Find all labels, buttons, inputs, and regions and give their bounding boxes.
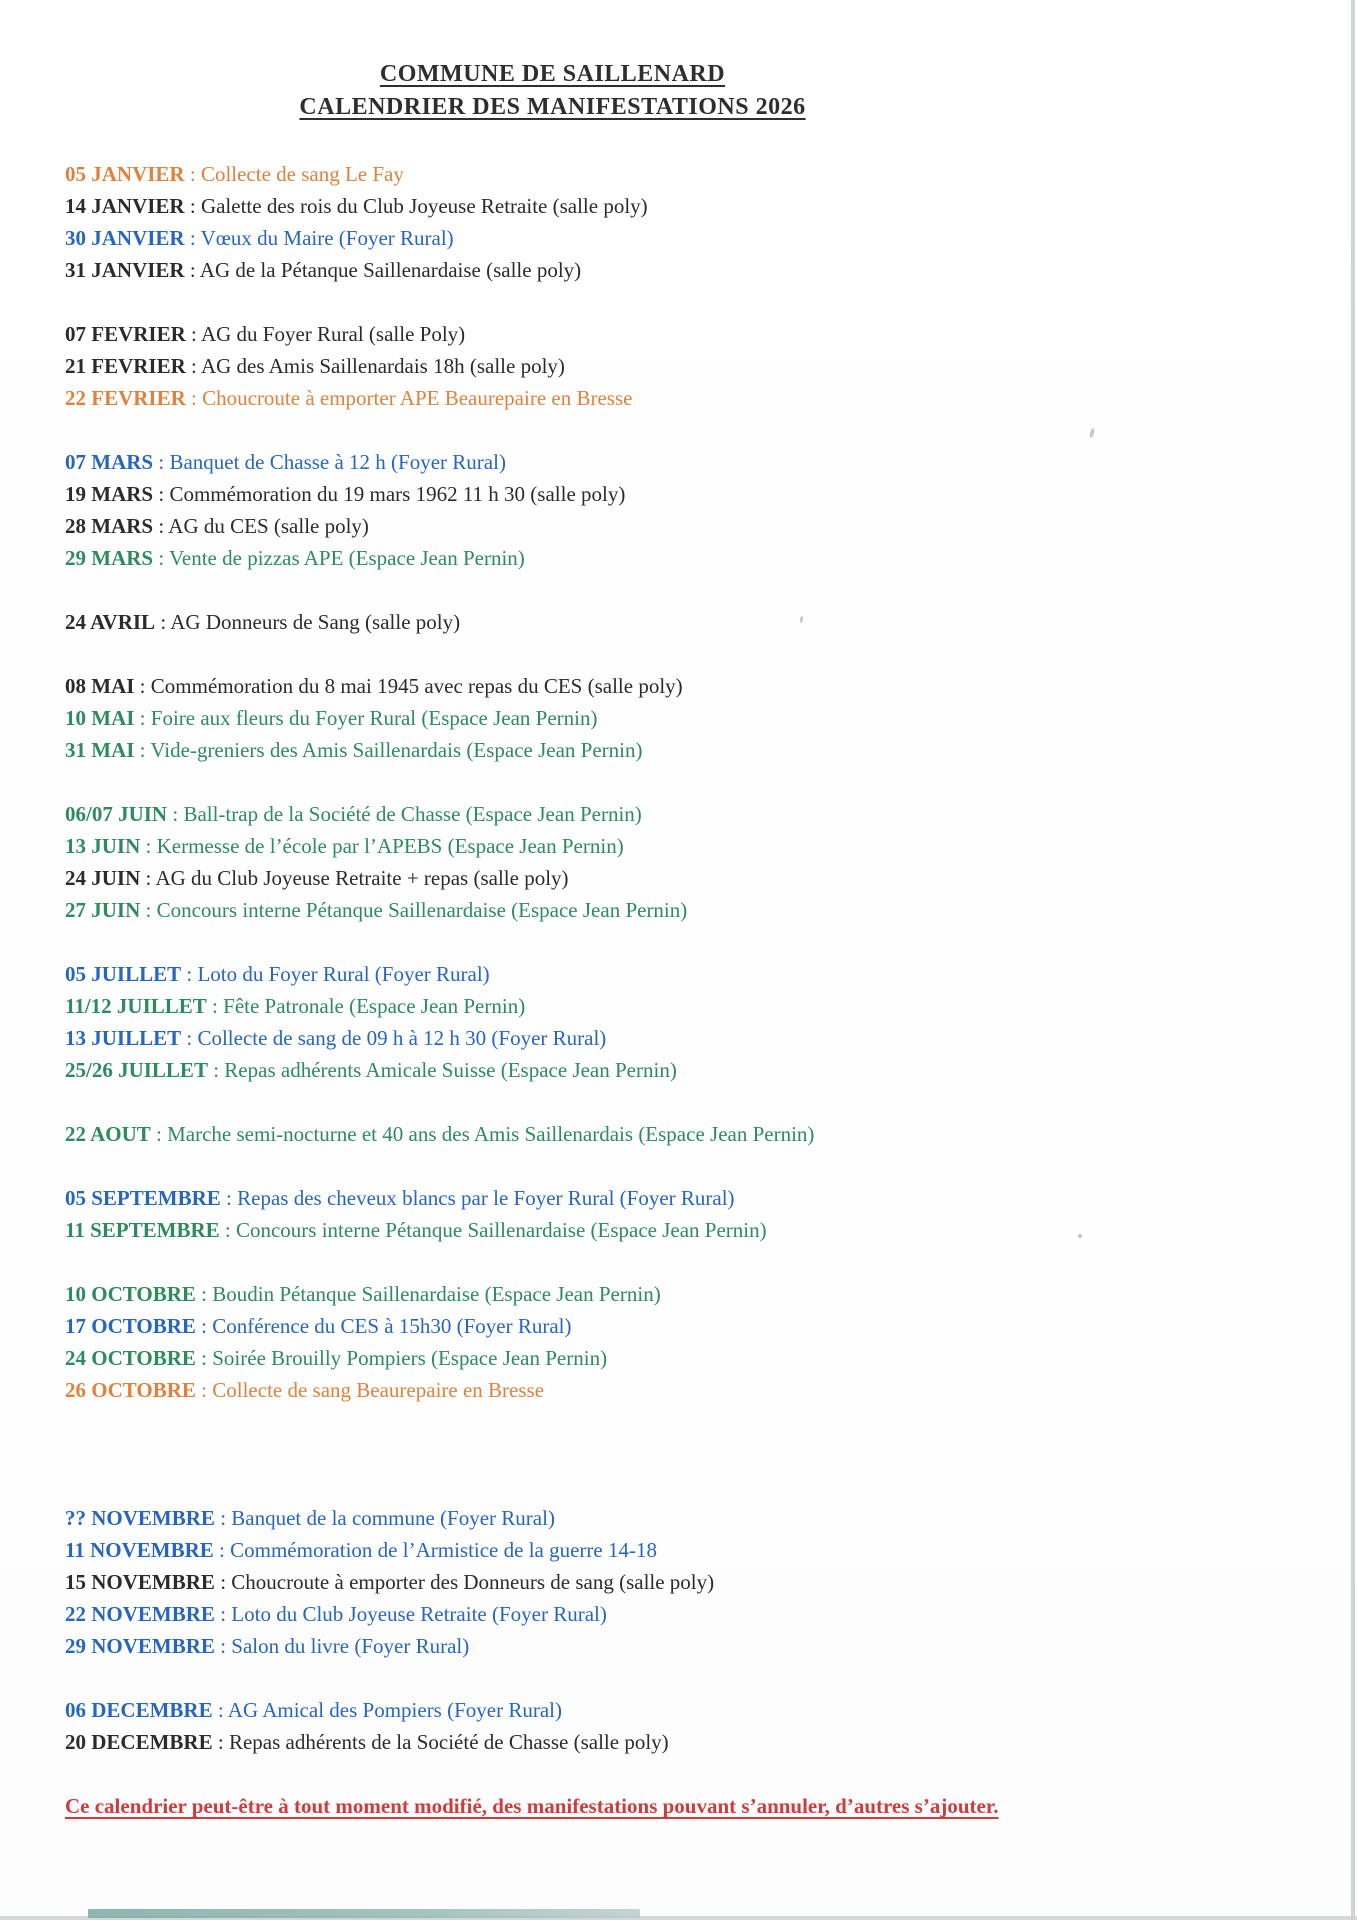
event-date: 31 MAI bbox=[65, 738, 135, 762]
event-text: Galette des rois du Club Joyeuse Retraite (salle poly) bbox=[200, 194, 648, 218]
event-text: Concours interne Pétanque Saillenardaise (Espace Jean Pernin) bbox=[156, 898, 688, 922]
event-date: ?? NOVEMBRE bbox=[65, 1506, 215, 1530]
event-line bbox=[65, 702, 1040, 734]
event-separator: : bbox=[134, 706, 151, 730]
event-date: 29 NOVEMBRE bbox=[65, 1634, 215, 1658]
event-text: Choucroute à emporter des Donneurs de sang (salle poly) bbox=[231, 1570, 715, 1594]
event-line bbox=[65, 318, 1040, 350]
event-separator: : bbox=[140, 834, 157, 858]
event-line bbox=[65, 510, 1040, 542]
event-text: Fête Patronale (Espace Jean Pernin) bbox=[223, 994, 526, 1018]
event-separator: : bbox=[195, 1378, 213, 1402]
event-date: 11 NOVEMBRE bbox=[65, 1538, 214, 1562]
event-text: Boudin Pétanque Saillenardaise (Espace Jean Pernin) bbox=[212, 1282, 661, 1306]
event-separator: : bbox=[153, 482, 170, 506]
event-text: Marche semi-nocturne et 40 ans des Amis Saillenardais (Espace Jean Pernin) bbox=[167, 1122, 815, 1146]
event-line bbox=[65, 158, 1040, 190]
event-date: 05 JUILLET bbox=[65, 962, 182, 986]
scan-edge-right bbox=[1351, 0, 1355, 1920]
event-line bbox=[65, 1118, 1040, 1150]
event-text: AG de la Pétanque Saillenardaise (salle poly) bbox=[199, 258, 582, 282]
event-text: AG du Foyer Rural (salle Poly) bbox=[200, 322, 466, 346]
event-line bbox=[65, 1630, 1040, 1662]
event-date: 20 DECEMBRE bbox=[65, 1730, 213, 1754]
event-line bbox=[65, 1598, 1040, 1630]
event-date: 10 MAI bbox=[65, 706, 135, 730]
event-text: AG Amical des Pompiers (Foyer Rural) bbox=[227, 1698, 562, 1722]
document-title bbox=[65, 58, 1040, 124]
event-date: 28 MARS bbox=[65, 514, 154, 538]
event-date: 22 NOVEMBRE bbox=[65, 1602, 215, 1626]
event-text: Collecte de sang Beaurepaire en Bresse bbox=[212, 1378, 545, 1402]
events-list bbox=[65, 158, 1040, 1758]
event-separator: : bbox=[153, 546, 170, 570]
event-date: 24 OCTOBRE bbox=[65, 1346, 196, 1370]
event-line bbox=[65, 382, 1040, 414]
event-date: 13 JUILLET bbox=[65, 1026, 182, 1050]
event-text: Commémoration de l’Armistice de la guerre 14-18 bbox=[230, 1538, 657, 1562]
scan-speck bbox=[1089, 428, 1095, 439]
event-line bbox=[65, 350, 1040, 382]
page-content bbox=[65, 58, 1040, 1823]
event-date: 06/07 JUIN bbox=[65, 802, 168, 826]
event-separator: : bbox=[153, 514, 169, 538]
event-line bbox=[65, 798, 1040, 830]
month-group-juin bbox=[65, 798, 1040, 926]
event-separator: : bbox=[214, 1634, 232, 1658]
event-separator: : bbox=[184, 226, 201, 250]
event-separator: : bbox=[185, 322, 201, 346]
event-line bbox=[65, 734, 1040, 766]
event-line bbox=[65, 1534, 1040, 1566]
event-separator: : bbox=[195, 1282, 213, 1306]
title-calendrier: CALENDRIER DES MANIFESTATIONS 2026 bbox=[299, 94, 806, 120]
event-line bbox=[65, 1278, 1040, 1310]
month-group-avril bbox=[65, 606, 1040, 638]
event-separator: : bbox=[212, 1730, 229, 1754]
event-date: 25/26 JUILLET bbox=[65, 1058, 208, 1082]
event-separator: : bbox=[195, 1346, 213, 1370]
event-separator: : bbox=[206, 994, 224, 1018]
event-line bbox=[65, 1054, 1040, 1086]
event-separator: : bbox=[207, 1058, 225, 1082]
event-date: 26 OCTOBRE bbox=[65, 1378, 196, 1402]
event-date: 24 AVRIL bbox=[65, 610, 156, 634]
month-group-octobre bbox=[65, 1278, 1040, 1406]
event-line bbox=[65, 1182, 1040, 1214]
event-separator: : bbox=[134, 674, 151, 698]
event-separator: : bbox=[185, 386, 203, 410]
event-separator: : bbox=[153, 450, 170, 474]
event-text: Ball-trap de la Société de Chasse (Espace Jean Pernin) bbox=[183, 802, 642, 826]
event-separator: : bbox=[212, 1698, 228, 1722]
event-line bbox=[65, 1374, 1040, 1406]
event-line bbox=[65, 446, 1040, 478]
event-line bbox=[65, 894, 1040, 926]
event-date: 11/12 JUILLET bbox=[65, 994, 207, 1018]
event-line bbox=[65, 990, 1040, 1022]
event-text: AG Donneurs de Sang (salle poly) bbox=[170, 610, 461, 634]
event-date: 30 JANVIER bbox=[65, 226, 185, 250]
event-date: 24 JUIN bbox=[65, 866, 141, 890]
event-date: 05 SEPTEMBRE bbox=[65, 1186, 221, 1210]
month-group-fevrier bbox=[65, 318, 1040, 414]
event-separator: : bbox=[184, 258, 200, 282]
event-line bbox=[65, 670, 1040, 702]
month-group-janvier bbox=[65, 158, 1040, 286]
event-separator: : bbox=[155, 610, 171, 634]
event-line bbox=[65, 478, 1040, 510]
event-text: Loto du Club Joyeuse Retraite (Foyer Rural) bbox=[231, 1602, 607, 1626]
month-group-septembre bbox=[65, 1182, 1040, 1246]
event-text: Vente de pizzas APE (Espace Jean Pernin) bbox=[169, 546, 525, 570]
event-date: 14 JANVIER bbox=[65, 194, 185, 218]
month-group-aout bbox=[65, 1118, 1040, 1150]
event-line bbox=[65, 542, 1040, 574]
event-separator: : bbox=[195, 1314, 213, 1338]
event-separator: : bbox=[181, 962, 198, 986]
event-line bbox=[65, 254, 1040, 286]
event-text: AG du Club Joyeuse Retraite + repas (salle poly) bbox=[155, 866, 569, 890]
event-text: Vœux du Maire (Foyer Rural) bbox=[200, 226, 454, 250]
event-separator: : bbox=[181, 1026, 198, 1050]
month-group-mars bbox=[65, 446, 1040, 574]
event-date: 05 JANVIER bbox=[65, 162, 185, 186]
event-separator: : bbox=[185, 354, 201, 378]
event-text: Banquet de Chasse à 12 h (Foyer Rural) bbox=[169, 450, 506, 474]
event-separator: : bbox=[140, 866, 156, 890]
event-line bbox=[65, 1214, 1040, 1246]
event-line bbox=[65, 1310, 1040, 1342]
scan-artifact-strip bbox=[88, 1909, 640, 1918]
event-text: Repas des cheveux blancs par le Foyer Rural (Foyer Rural) bbox=[237, 1186, 735, 1210]
event-text: Banquet de la commune (Foyer Rural) bbox=[231, 1506, 555, 1530]
event-line bbox=[65, 1694, 1040, 1726]
event-line bbox=[65, 606, 1040, 638]
event-text: Salon du livre (Foyer Rural) bbox=[231, 1634, 470, 1658]
event-date: 29 MARS bbox=[65, 546, 154, 570]
event-separator: : bbox=[219, 1218, 236, 1242]
event-date: 10 OCTOBRE bbox=[65, 1282, 196, 1306]
event-date: 11 SEPTEMBRE bbox=[65, 1218, 220, 1242]
event-text: Commémoration du 8 mai 1945 avec repas du CES (salle poly) bbox=[150, 674, 683, 698]
event-date: 07 FEVRIER bbox=[65, 322, 186, 346]
event-date: 07 MARS bbox=[65, 450, 154, 474]
scan-speck bbox=[1078, 1234, 1082, 1238]
event-line bbox=[65, 958, 1040, 990]
event-separator: : bbox=[150, 1122, 168, 1146]
month-group-novembre bbox=[65, 1502, 1040, 1662]
event-separator: : bbox=[213, 1538, 231, 1562]
event-line bbox=[65, 830, 1040, 862]
event-date: 31 JANVIER bbox=[65, 258, 185, 282]
event-text: Foire aux fleurs du Foyer Rural (Espace Jean Pernin) bbox=[150, 706, 598, 730]
event-date: 27 JUIN bbox=[65, 898, 141, 922]
month-group-decembre bbox=[65, 1694, 1040, 1758]
event-date: 19 MARS bbox=[65, 482, 154, 506]
event-date: 22 FEVRIER bbox=[65, 386, 186, 410]
month-group-juillet bbox=[65, 958, 1040, 1086]
event-line bbox=[65, 1502, 1040, 1534]
event-text: AG des Amis Saillenardais 18h (salle poly) bbox=[200, 354, 565, 378]
footer-disclaimer: Ce calendrier peut-être à tout moment modifié, des manifestations pouvant s’annuler, d’autres s’ajouter. bbox=[65, 1794, 999, 1818]
event-text: Collecte de sang Le Fay bbox=[200, 162, 404, 186]
event-text: Choucroute à emporter APE Beaurepaire en Bresse bbox=[202, 386, 633, 410]
event-line bbox=[65, 862, 1040, 894]
event-separator: : bbox=[184, 194, 201, 218]
event-text: Vide-greniers des Amis Saillenardais (Espace Jean Pernin) bbox=[150, 738, 643, 762]
event-text: Collecte de sang de 09 h à 12 h 30 (Foyer Rural) bbox=[197, 1026, 607, 1050]
event-date: 06 DECEMBRE bbox=[65, 1698, 213, 1722]
event-text: Repas adhérents Amicale Suisse (Espace Jean Pernin) bbox=[224, 1058, 677, 1082]
event-line bbox=[65, 1566, 1040, 1598]
event-line bbox=[65, 1726, 1040, 1758]
event-separator: : bbox=[214, 1570, 232, 1594]
event-text: Loto du Foyer Rural (Foyer Rural) bbox=[197, 962, 490, 986]
event-date: 08 MAI bbox=[65, 674, 135, 698]
event-text: Concours interne Pétanque Saillenardaise (Espace Jean Pernin) bbox=[235, 1218, 767, 1242]
event-text: AG du CES (salle poly) bbox=[168, 514, 369, 538]
event-separator: : bbox=[214, 1506, 232, 1530]
event-text: Repas adhérents de la Société de Chasse (salle poly) bbox=[228, 1730, 669, 1754]
event-line bbox=[65, 190, 1040, 222]
event-text: Commémoration du 19 mars 1962 11 h 30 (salle poly) bbox=[169, 482, 626, 506]
event-separator: : bbox=[220, 1186, 238, 1210]
event-date: 13 JUIN bbox=[65, 834, 141, 858]
title-commune: COMMUNE DE SAILLENARD bbox=[379, 61, 726, 87]
event-separator: : bbox=[140, 898, 157, 922]
event-text: Soirée Brouilly Pompiers (Espace Jean Pernin) bbox=[212, 1346, 608, 1370]
event-separator: : bbox=[184, 162, 201, 186]
event-line bbox=[65, 222, 1040, 254]
event-separator: : bbox=[214, 1602, 232, 1626]
event-line bbox=[65, 1342, 1040, 1374]
event-line bbox=[65, 1022, 1040, 1054]
event-date: 17 OCTOBRE bbox=[65, 1314, 196, 1338]
event-date: 15 NOVEMBRE bbox=[65, 1570, 215, 1594]
month-group-mai bbox=[65, 670, 1040, 766]
event-date: 22 AOUT bbox=[65, 1122, 151, 1146]
event-date: 21 FEVRIER bbox=[65, 354, 186, 378]
event-text: Kermesse de l’école par l’APEBS (Espace Jean Pernin) bbox=[156, 834, 624, 858]
event-separator: : bbox=[134, 738, 151, 762]
event-separator: : bbox=[167, 802, 184, 826]
event-text: Conférence du CES à 15h30 (Foyer Rural) bbox=[212, 1314, 572, 1338]
